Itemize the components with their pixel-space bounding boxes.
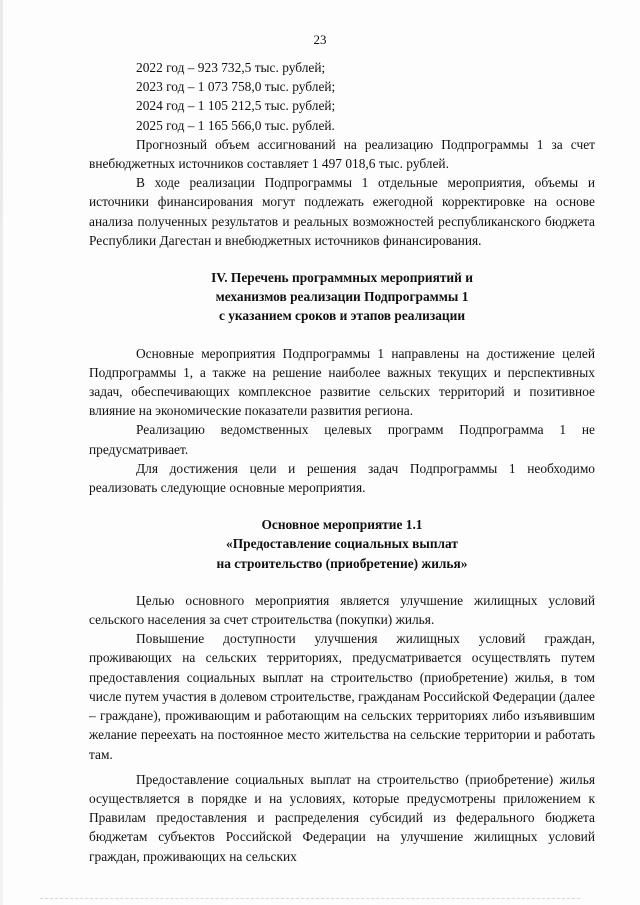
paragraph: Прогнозный объем ассигнований на реализацию Подпрограммы 1 за счет внебюджетных источников составляет 1 497 018,6 тыс. рублей.	[89, 136, 595, 172]
funding-line: 2023 год – 1 073 758,0 тыс. рублей;	[136, 79, 336, 95]
section-heading-line: механизмов реализации Подпрограммы 1	[215, 289, 469, 305]
measure-heading-line: на строительство (приобретение) жилья»	[216, 555, 468, 571]
funding-line: 2022 год – 923 732,5 тыс. рублей;	[136, 60, 326, 75]
measure-heading-line: «Предоставление социальных выплат	[226, 536, 458, 552]
scan-bottom-edge	[40, 898, 580, 899]
paragraph: В ходе реализации Подпрограммы 1 отдельные мероприятия, объемы и источники финансирования могут подлежать ежегодной корректировке на основе анализа полученных результатов и реальных возможностей республиканского бюджета Республики Дагестан и внебюджетных источников финансирования.	[89, 175, 595, 248]
paragraph: Повышение доступности улучшения жилищных условий граждан, проживающих на сельских территориях, предусматривается осуществлять путем предоставления социальных выплат на строительство (приобретение) жилья, в том числе путем участия в долевом строительстве, гражданам Российской Федерации (далее – граждане), проживающим и работающим на сельских территориях либо изъявившим желание переехать на постоянное место жительства на сельские территории и работать там.	[89, 631, 595, 762]
document-body	[89, 58, 595, 866]
measure-heading-line: Основное мероприятие 1.1	[261, 517, 423, 533]
paragraph: Основные мероприятия Подпрограммы 1 направлены на достижение целей Подпрограммы 1, а также на решение наиболее важных текущих и перспективных задач, обеспечивающих комплексное развитие сельских территорий и позитивное влияние на экономические показатели развития региона.	[89, 345, 595, 419]
paragraph: Целью основного мероприятия является улучшение жилищных условий сельского населения за счет строительства (покупки) жилья.	[89, 592, 595, 628]
paragraph: Предоставление социальных выплат на строительство (приобретение) жилья осуществляется в порядке и на условиях, которые предусмотрены приложением к Правилам предоставления и распределения субсидий из федерального бюджета бюджетам субъектов Российской Федерации на улучшение жилищных условий граждан, проживающих на сельских	[89, 771, 595, 864]
paragraph: Для достижения цели и решения задач Подпрограммы 1 необходимо реализовать следующие основные мероприятия.	[89, 460, 595, 496]
page-number: 23	[313, 32, 327, 47]
scan-edge	[0, 0, 3, 905]
section-heading-line: IV. Перечень программных мероприятий и	[211, 270, 473, 286]
funding-line: 2024 год – 1 105 212,5 тыс. рублей;	[136, 98, 336, 114]
section-heading-line: с указанием сроков и этапов реализации	[218, 308, 466, 324]
funding-line: 2025 год – 1 165 566,0 тыс. рублей.	[136, 117, 335, 133]
paragraph: Реализацию ведомственных целевых программ Подпрограмма 1 не предусматривает.	[89, 422, 595, 457]
